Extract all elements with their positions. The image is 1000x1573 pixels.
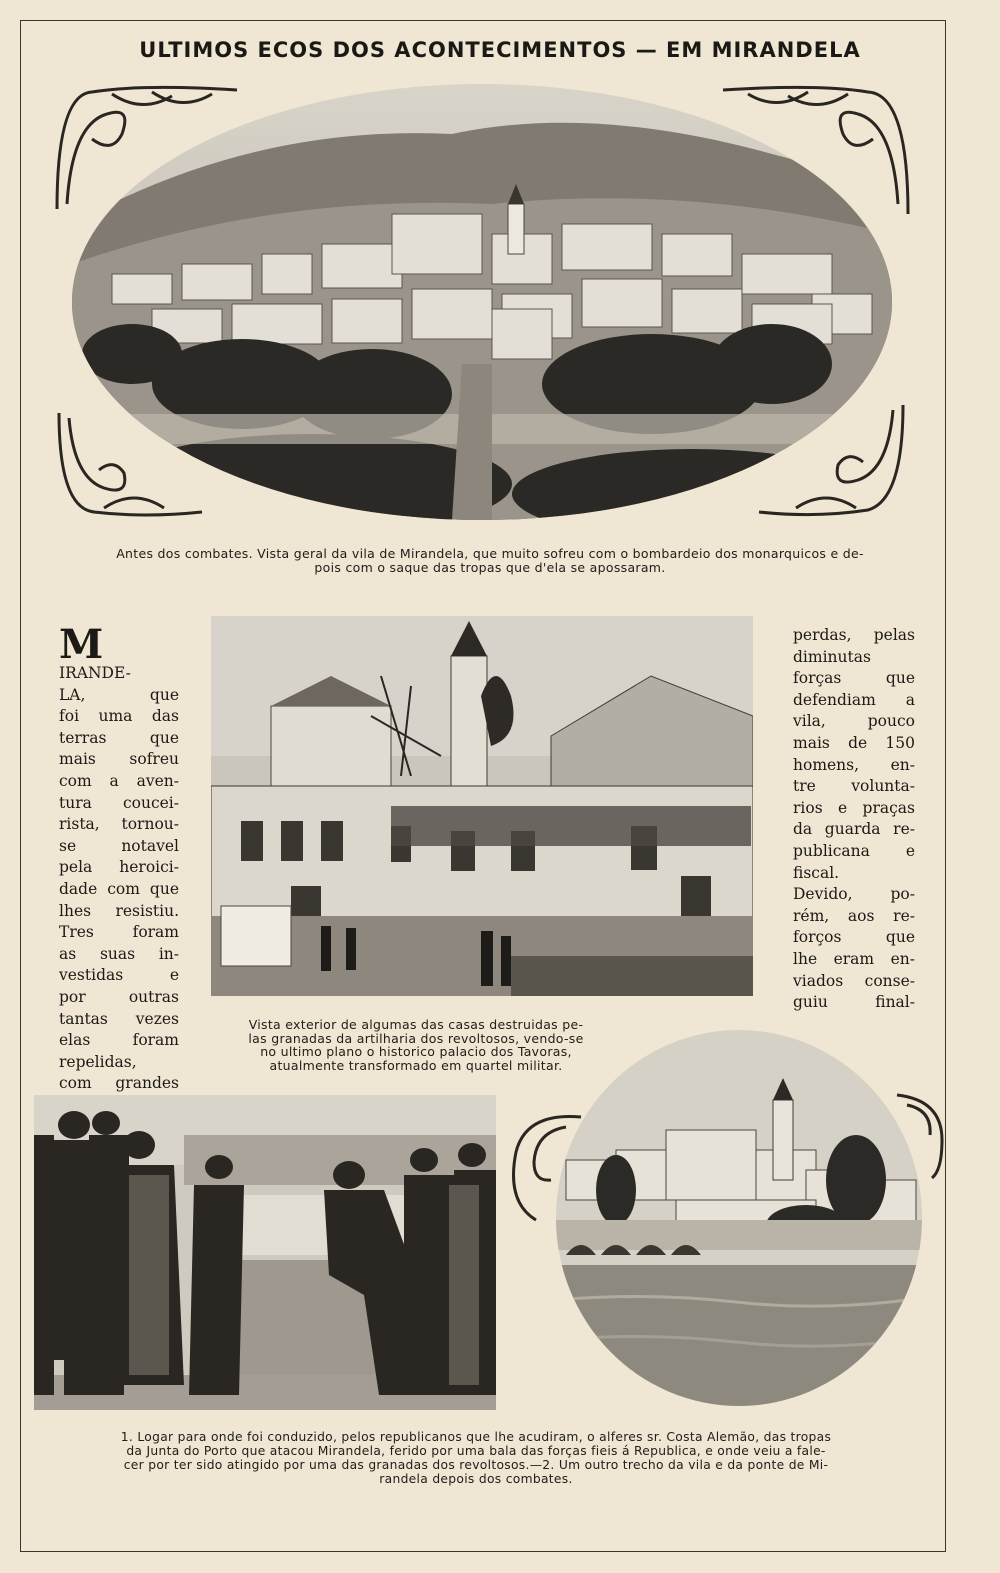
article-line: com a aven- [59, 771, 179, 790]
article-line: lhes resistiu. [59, 901, 179, 920]
ornament-bottom-left [54, 408, 204, 518]
ornament-bridge-left [506, 1112, 586, 1224]
article-line: repelidas, [59, 1052, 137, 1071]
caption-bottom-line-2: da Junta do Porto que atacou Mirandela, ferido por uma bala das forças fieis á Republica, e onde veiu a fale- [126, 1444, 826, 1458]
photo-group-soldiers [34, 1095, 496, 1410]
article-line: foi uma das [59, 707, 179, 726]
article-line: dade com que [59, 879, 179, 898]
article-line: tantas vezes [59, 1009, 179, 1028]
article-line: rém, aos re- [793, 906, 915, 925]
article-line: mais de 150 [793, 733, 915, 752]
caption-middle-line-3: no ultimo plano o historico palacio dos Tavoras, [260, 1044, 572, 1059]
caption-middle [211, 1018, 621, 1072]
article-line: tre volunta- [793, 777, 915, 796]
article-line: Tres foram [59, 923, 179, 942]
article-line: forças que [793, 669, 915, 688]
caption-middle-line-2: las granadas da artilharia dos revoltosos, vendo-se [248, 1030, 584, 1046]
article-line: publicana e [793, 841, 915, 860]
article-line: tura coucei- [59, 793, 179, 812]
caption-top-line-2: pois com o saque das tropas que d'ela se apossaram. [314, 560, 666, 575]
ornament-bottom-right [756, 400, 908, 518]
article-line: homens, en- [793, 755, 915, 774]
photo-destroyed-houses [211, 616, 753, 996]
article-line: defendiam a [793, 690, 915, 709]
article-line: perdas, pelas [793, 626, 915, 644]
article-line: LA, que [59, 685, 179, 704]
caption-middle-line-4: atualmente transformado em quartel militar. [269, 1057, 563, 1073]
article-line: com grandes [59, 1074, 179, 1093]
article-line: mais sofreu [59, 750, 179, 769]
article-line: da guarda re- [793, 820, 915, 839]
caption-bottom [56, 1430, 896, 1486]
caption-bottom-line-3: cer por ter sido atingido por uma das granadas dos revoltosos.—2. Um outro trecho da vila e da ponte de Mi- [123, 1458, 829, 1472]
article-line: guiu final- [793, 993, 915, 1012]
article-line: elas foram [59, 1031, 179, 1050]
dropcap: M [59, 621, 104, 668]
ornament-top-left [52, 84, 242, 214]
article-line: Devido, po- [793, 885, 915, 904]
article-line: rista, tornou- [59, 815, 179, 834]
ornament-bridge-right [892, 1090, 948, 1182]
article-line: IRANDE- [59, 664, 131, 682]
article-right-column [793, 625, 915, 1014]
article-line: por outras [59, 987, 179, 1006]
article-line: forços que [793, 928, 915, 947]
article-line: viados conse- [793, 971, 915, 990]
article-line: se notavel [59, 836, 179, 855]
caption-middle-line-1: Vista exterior de algumas das casas destruidas pe- [248, 1017, 584, 1032]
ornament-top-right [718, 84, 913, 219]
article-line: rios e praças [793, 798, 915, 817]
article-line: terras que [59, 728, 179, 747]
article-line: vestidas e [59, 966, 179, 985]
caption-top-line-1: Antes dos combates. Vista geral da vila de Mirandela, que muito sofreu com o bombardeio dos monarquicos e de- [116, 546, 864, 561]
photo-bridge-view [556, 1030, 922, 1406]
caption-top [40, 547, 940, 575]
headline: ULTIMOS ECOS DOS ACONTECIMENTOS — EM MIRANDELA [139, 38, 861, 62]
article-line: diminutas [793, 647, 871, 666]
article-line: lhe eram en- [793, 949, 915, 968]
article-line: pela heroici- [59, 858, 179, 877]
article-line: as suas in- [59, 944, 179, 963]
caption-bottom-line-4: randela depois dos combates. [379, 1472, 573, 1486]
article-line: vila, pouco [793, 712, 915, 731]
article-line: fiscal. [793, 863, 840, 882]
caption-bottom-line-1: 1. Logar para onde foi conduzido, pelos republicanos que lhe acudiram, o alferes sr. Costa Alemão, das tropas [120, 1430, 832, 1444]
article-left-column [59, 621, 179, 1095]
